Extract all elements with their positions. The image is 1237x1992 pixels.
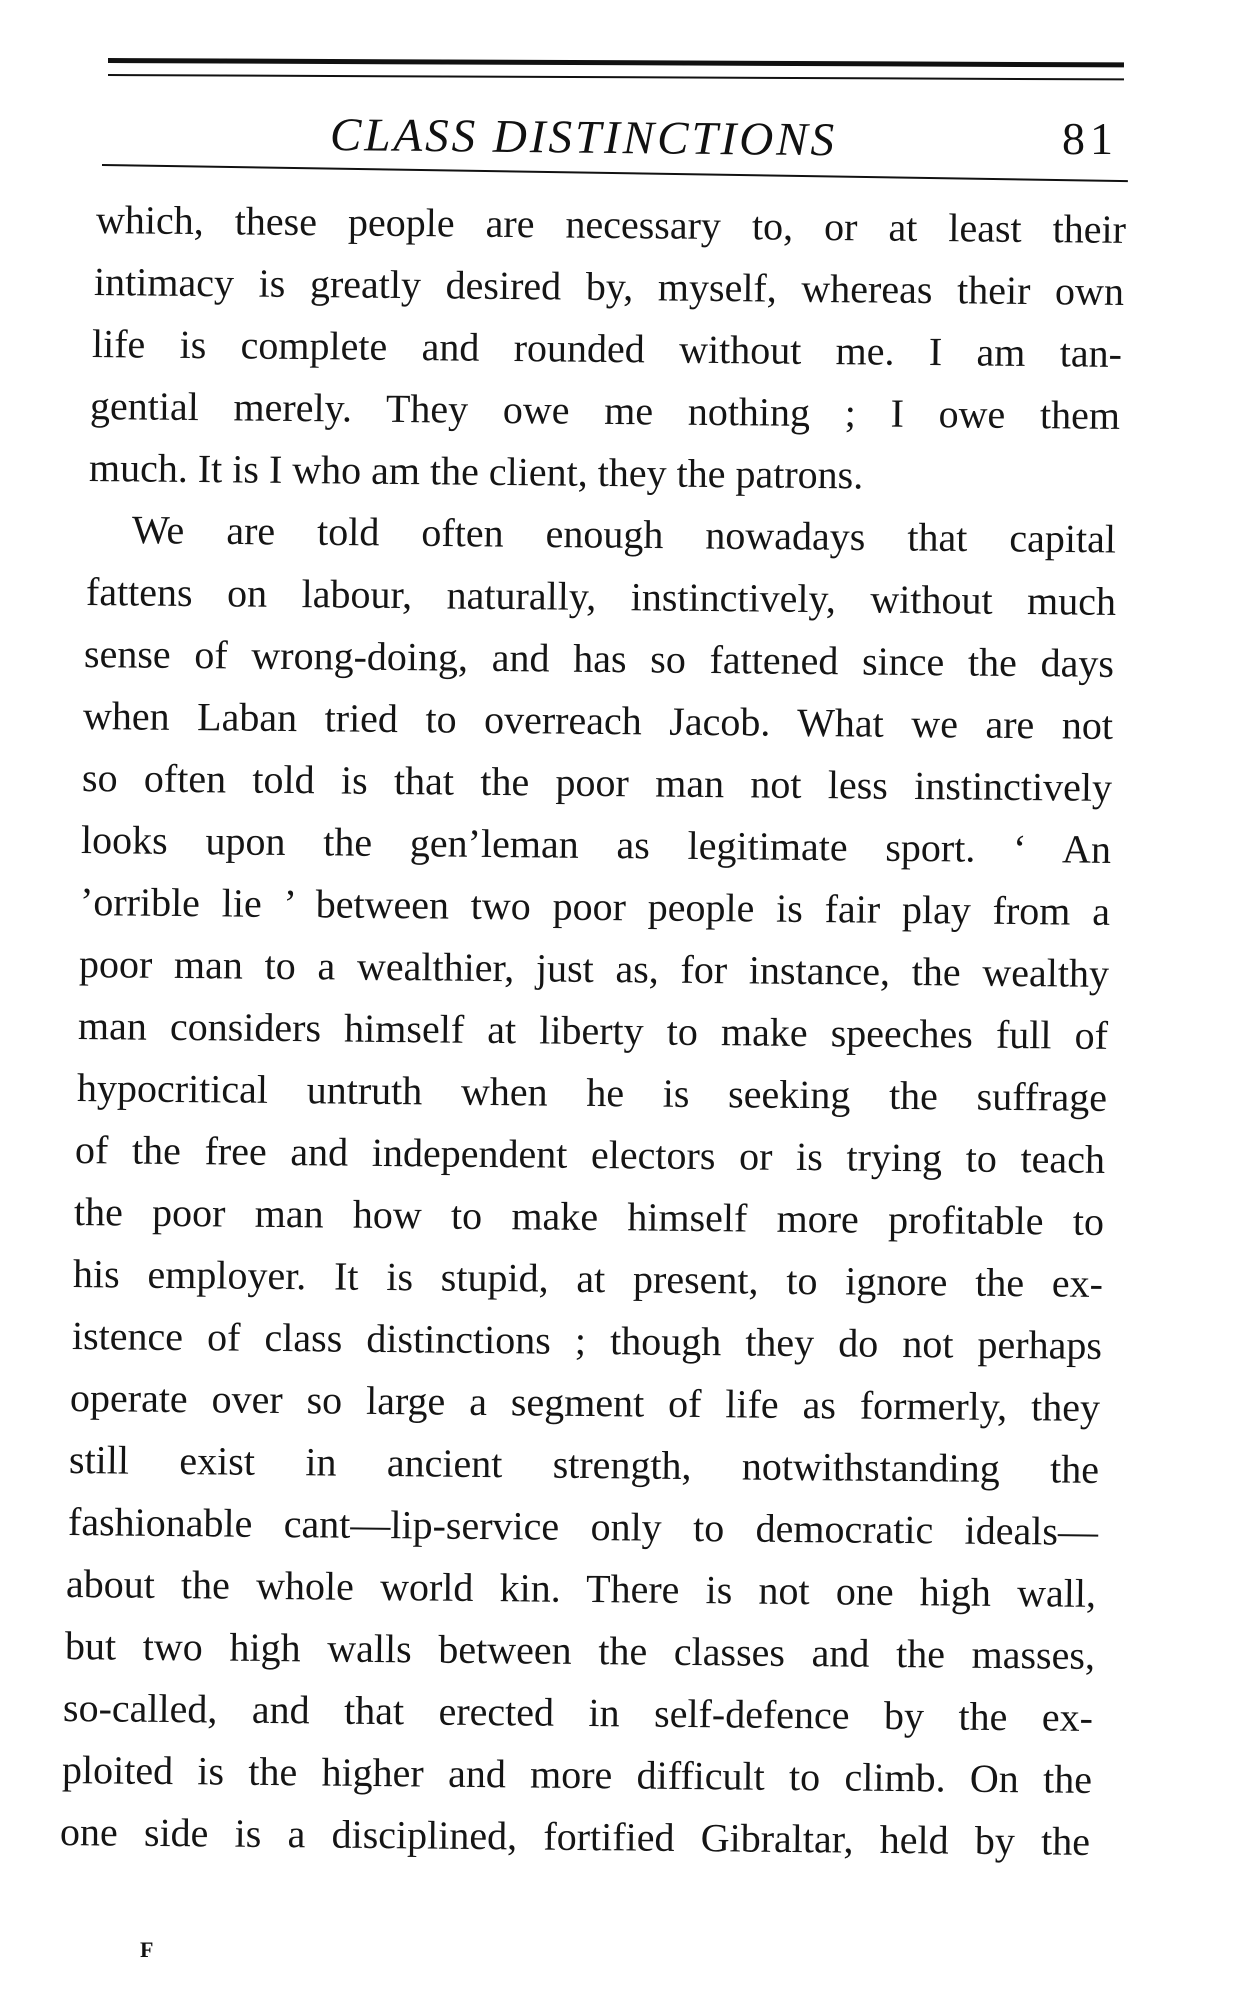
text-line: istence of class distinctions ; though they do not perhaps xyxy=(71,1313,1103,1368)
text-line: sense of wrong-doing, and has so fattened since the days xyxy=(83,631,1115,686)
text-line: life is complete and rounded without me. I am tan- xyxy=(91,321,1123,376)
text-line: but two high walls between the classes and the masses, xyxy=(64,1623,1096,1678)
text-line: which, these people are necessary to, or at least their xyxy=(95,197,1127,252)
text-line: operate over so large a segment of life as formerly, they xyxy=(69,1375,1101,1430)
text-line: ’orrible lie ’ between two poor people is fair play from a xyxy=(79,879,1111,934)
text-line: poor man to a wealthier, just as, for instance, the wealthy xyxy=(78,941,1110,996)
text-line: much. It is I who am the client, they the patrons. xyxy=(88,445,864,498)
text-line: man considers himself at liberty to make speeches full of xyxy=(77,1003,1109,1058)
text-line: We are told often enough nowadays that capital xyxy=(131,507,1117,562)
text-line: gential merely. They owe me nothing ; I owe them xyxy=(89,383,1121,438)
text-line: hypocritical untruth when he is seeking the suffrage xyxy=(76,1065,1108,1120)
signature-mark: F xyxy=(140,1937,154,1962)
text-line: of the free and independent electors or is trying to teach xyxy=(74,1127,1106,1182)
text-line: looks upon the gen’leman as legitimate sport. ‘ An xyxy=(80,817,1112,872)
text-line: still exist in ancient strength, notwithstanding the xyxy=(68,1437,1100,1492)
text-line: intimacy is greatly desired by, myself, whereas their own xyxy=(93,259,1125,314)
text-line: the poor man how to make himself more profitable to xyxy=(73,1189,1105,1244)
text-line: when Laban tried to overreach Jacob. What we are not xyxy=(82,693,1114,748)
text-line: ploited is the higher and more difficult to climb. On the xyxy=(61,1747,1093,1802)
text-line: fashionable cant—lip-service only to democratic ideals— xyxy=(67,1499,1099,1554)
text-line: his employer. It is stupid, at present, to ignore the ex- xyxy=(72,1251,1104,1306)
text-line: so-called, and that erected in self-defence by the ex- xyxy=(62,1685,1094,1740)
text-line: one side is a disciplined, fortified Gibraltar, held by the xyxy=(59,1809,1091,1864)
text-line: fattens on labour, naturally, instinctively, without much xyxy=(85,569,1117,624)
page-number: 81 xyxy=(1062,113,1118,164)
text-line: about the whole world kin. There is not one high wall, xyxy=(65,1561,1097,1616)
running-head: CLASS DISTINCTIONS xyxy=(329,109,838,167)
text-line: so often told is that the poor man not less instinctively xyxy=(81,755,1113,810)
